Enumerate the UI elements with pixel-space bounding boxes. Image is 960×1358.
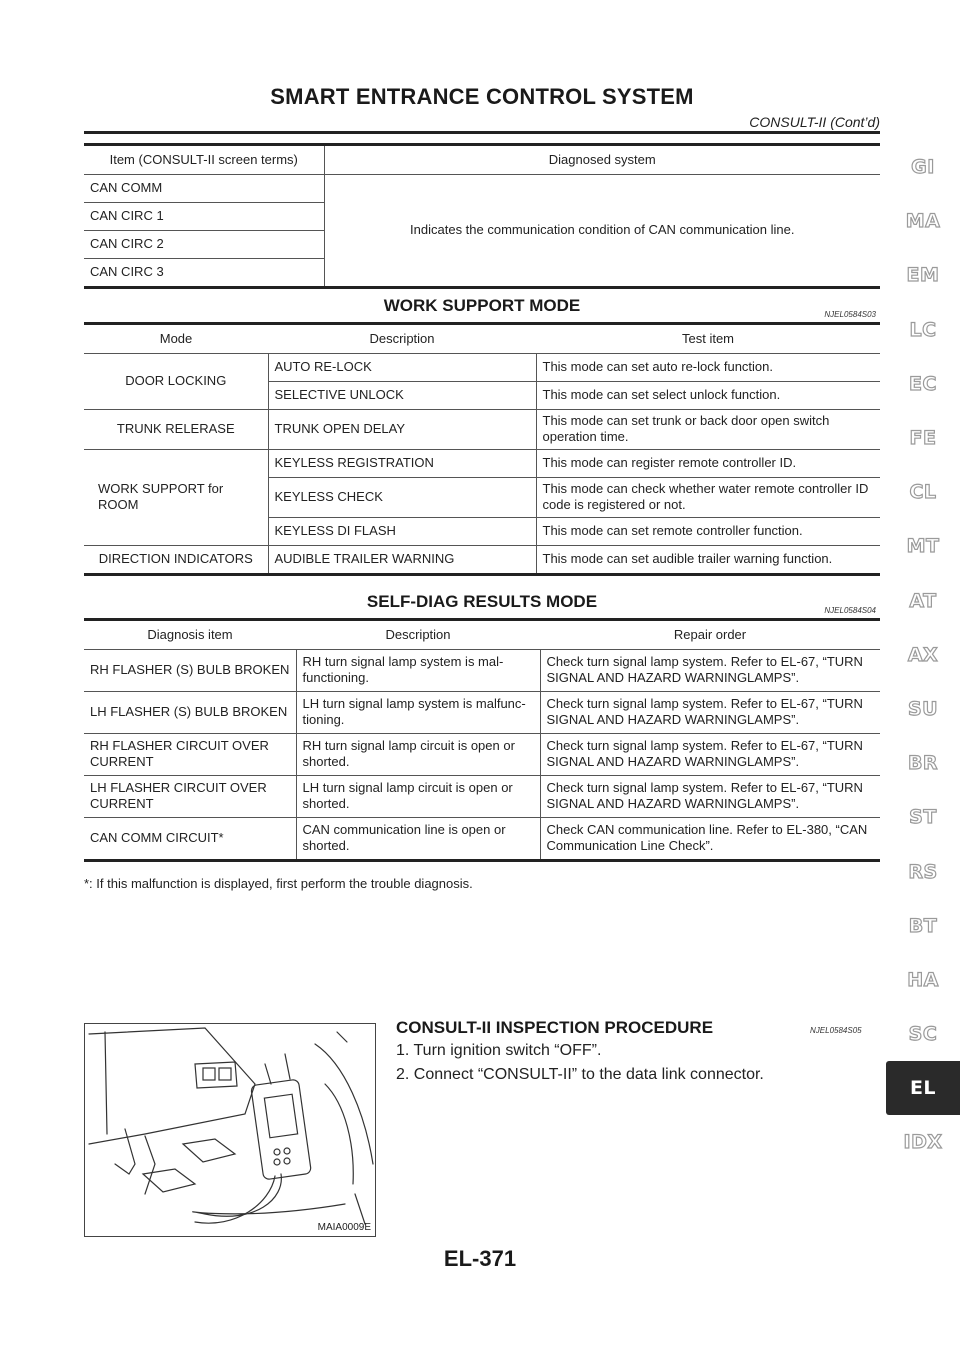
ws-mode: TRUNK RELERASE xyxy=(84,409,268,449)
ws-test: This mode can register remote controller ID. xyxy=(536,449,880,477)
section-tab-sc[interactable]: SC xyxy=(908,1023,938,1046)
sd-item: LH FLASHER CIRCUIT OVER CURRENT xyxy=(84,775,296,817)
inspection-step: 1. Turn ignition switch “OFF”. xyxy=(396,1042,602,1059)
section-index-nav xyxy=(886,140,960,1170)
sd-repair: Check turn signal lamp system. Refer to EL-67, “TURN SIGNAL AND HAZARD WARNINGLAMPS”. xyxy=(540,775,880,817)
sd-item: LH FLASHER (S) BULB BROKEN xyxy=(84,691,296,733)
section-tab-st[interactable]: ST xyxy=(909,806,937,829)
section-tab-el[interactable]: EL xyxy=(886,1061,960,1115)
sd-desc: LH turn signal lamp system is malfunc-tioning. xyxy=(296,691,540,733)
ws-desc: KEYLESS REGISTRATION xyxy=(268,449,536,477)
can-item: CAN COMM xyxy=(84,174,324,202)
ws-mode: WORK SUPPORT for ROOM xyxy=(84,449,268,545)
section-tab-br[interactable]: BR xyxy=(907,752,939,775)
sd-repair: Check turn signal lamp system. Refer to EL-67, “TURN SIGNAL AND HAZARD WARNINGLAMPS”. xyxy=(540,733,880,775)
page-header xyxy=(84,84,880,130)
section-tab-ax[interactable]: AX xyxy=(907,643,939,666)
section-tab-bt[interactable]: BT xyxy=(908,914,938,937)
self-diag-code: NJEL0584S04 xyxy=(824,606,876,615)
inspection-step: 2. Connect “CONSULT-II” to the data link connector. xyxy=(396,1066,764,1083)
can-diagnosed: Indicates the communication condition of CAN communication line. xyxy=(324,174,880,286)
ws-desc: KEYLESS DI FLASH xyxy=(268,517,536,545)
work-support-table xyxy=(84,322,880,576)
inspection-code: NJEL0584S05 xyxy=(810,1026,862,1035)
consult-illustration xyxy=(85,1024,376,1237)
can-header-system: Diagnosed system xyxy=(324,146,880,174)
figure-label: MAIA0009E xyxy=(317,1222,371,1233)
ws-header-test: Test item xyxy=(681,330,734,346)
header-rule xyxy=(84,131,880,134)
section-tab-at[interactable]: AT xyxy=(909,589,937,612)
ws-mode: DIRECTION INDICATORS xyxy=(84,545,268,573)
ws-desc: KEYLESS CHECK xyxy=(268,477,536,517)
sd-desc: RH turn signal lamp circuit is open or shorted. xyxy=(296,733,540,775)
sd-header-repair: Repair order xyxy=(673,626,747,642)
ws-test: This mode can check whether water remote controller ID code is registered or not. xyxy=(536,477,880,517)
footnote: *: If this malfunction is displayed, first perform the trouble diagnosis. xyxy=(84,876,473,891)
can-item: CAN CIRC 1 xyxy=(84,202,324,230)
work-support-code: NJEL0584S03 xyxy=(824,310,876,319)
ws-test: This mode can set trunk or back door open switch operation time. xyxy=(536,409,880,449)
table-row xyxy=(84,649,880,691)
section-tab-rs[interactable]: RS xyxy=(908,860,938,883)
section-tab-ha[interactable]: HA xyxy=(907,968,939,991)
section-tab-lc[interactable]: LC xyxy=(909,318,937,341)
ws-desc: TRUNK OPEN DELAY xyxy=(268,409,536,449)
sd-desc: CAN communication line is open or shorted. xyxy=(296,817,540,859)
ws-test: This mode can set auto re-lock function. xyxy=(536,353,880,381)
section-tab-gi[interactable]: GI xyxy=(911,156,935,179)
section-tab-mt[interactable]: MT xyxy=(906,535,940,558)
ws-test: This mode can set remote controller function. xyxy=(536,517,880,545)
can-header-item: Item (CONSULT-II screen terms) xyxy=(109,151,298,167)
table-row xyxy=(84,691,880,733)
sd-repair: Check CAN communication line. Refer to EL-380, “CAN Communication Line Check”. xyxy=(540,817,880,859)
table-row xyxy=(84,775,880,817)
ws-header-desc: Description xyxy=(369,330,435,346)
sd-repair: Check turn signal lamp system. Refer to EL-67, “TURN SIGNAL AND HAZARD WARNINGLAMPS”. xyxy=(540,691,880,733)
sd-header-item: Diagnosis item xyxy=(147,626,233,642)
sd-item: RH FLASHER CIRCUIT OVER CURRENT xyxy=(84,733,296,775)
ws-test: This mode can set select unlock function. xyxy=(536,381,880,409)
section-tab-ma[interactable]: MA xyxy=(905,210,941,233)
ws-mode: DOOR LOCKING xyxy=(84,353,268,409)
ws-desc: AUTO RE-LOCK xyxy=(268,353,536,381)
ws-test: This mode can set audible trailer warning function. xyxy=(536,545,880,573)
ws-header-mode: Mode xyxy=(159,330,193,346)
page-title: SMART ENTRANCE CONTROL SYSTEM xyxy=(270,84,694,109)
self-diag-title: SELF-DIAG RESULTS MODE xyxy=(366,592,598,611)
page-subtitle: CONSULT-II (Cont’d) xyxy=(749,114,880,130)
section-tab-su[interactable]: SU xyxy=(907,697,939,720)
sd-item: RH FLASHER (S) BULB BROKEN xyxy=(84,649,296,691)
section-tab-idx[interactable]: IDX xyxy=(903,1131,943,1154)
sd-item: CAN COMM CIRCUIT* xyxy=(84,817,296,859)
work-support-title: WORK SUPPORT MODE xyxy=(383,296,581,315)
ws-desc: AUDIBLE TRAILER WARNING xyxy=(268,545,536,573)
can-item: CAN CIRC 3 xyxy=(84,258,324,286)
table-row xyxy=(84,817,880,859)
consult-figure xyxy=(84,1023,376,1237)
can-table xyxy=(84,143,880,289)
self-diag-table xyxy=(84,618,880,862)
section-tab-em[interactable]: EM xyxy=(906,264,940,287)
sd-header-desc: Description xyxy=(385,626,451,642)
can-item: CAN CIRC 2 xyxy=(84,230,324,258)
page-number: EL-371 xyxy=(443,1246,517,1271)
inspection-title: CONSULT-II INSPECTION PROCEDURE xyxy=(396,1018,714,1037)
section-tab-ec[interactable]: EC xyxy=(909,372,937,395)
sd-repair: Check turn signal lamp system. Refer to EL-67, “TURN SIGNAL AND HAZARD WARNINGLAMPS”. xyxy=(540,649,880,691)
sd-desc: LH turn signal lamp circuit is open or shorted. xyxy=(296,775,540,817)
section-tab-fe[interactable]: FE xyxy=(909,427,937,450)
table-row xyxy=(84,733,880,775)
ws-desc: SELECTIVE UNLOCK xyxy=(268,381,536,409)
section-tab-cl[interactable]: CL xyxy=(909,481,937,504)
sd-desc: RH turn signal lamp system is mal-functioning. xyxy=(296,649,540,691)
